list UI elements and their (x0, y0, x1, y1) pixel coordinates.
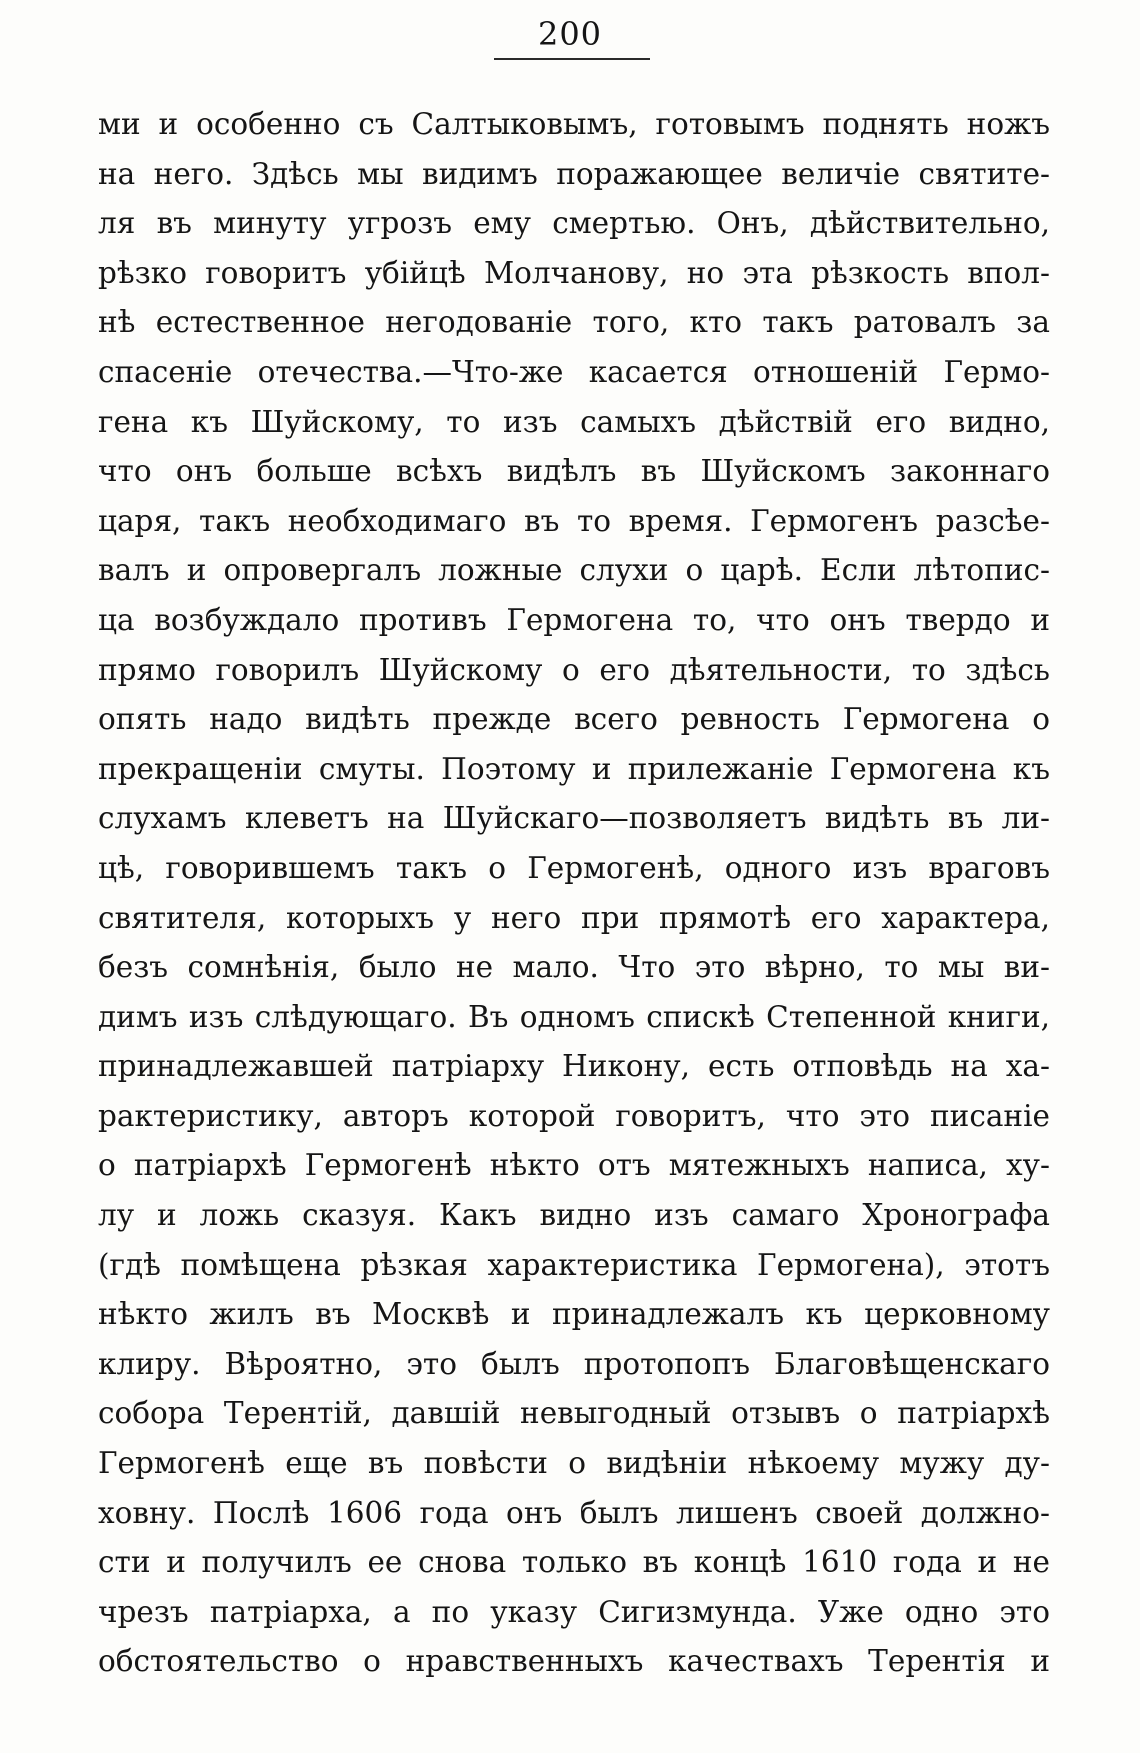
text-line: опять надо видѣть прежде всего ревность Гермогена о (98, 702, 1050, 737)
text-line: что онъ больше всѣхъ видѣлъ въ Шуйскомъ законнаго (98, 454, 1050, 489)
text-line: святителя, которыхъ у него при прямотѣ его характера, (98, 900, 1050, 935)
text-line: клиру. Вѣроятно, это былъ протопопъ Благовѣщенскаго (98, 1346, 1050, 1381)
text-line: ля въ минуту угрозъ ему смертью. Онъ, дѣйствительно, (98, 206, 1050, 241)
text-line: спасеніе отечества.—Что-же касается отношеній Гермо- (98, 354, 1050, 389)
page-number: 200 (537, 15, 603, 53)
text-line: валъ и опровергалъ ложные слухи о царѣ. Если лѣтопис- (98, 553, 1050, 588)
text-line: собора Терентій, давшій невыгодный отзывъ о патріархѣ (98, 1396, 1050, 1431)
text-line: рѣзко говоритъ убійцѣ Молчанову, но эта рѣзкость впол- (98, 255, 1050, 290)
text-line: рактеристику, авторъ которой говоритъ, что это писаніе (98, 1098, 1050, 1133)
text-line: на него. Здѣсь мы видимъ поражающее величіе святите- (98, 156, 1050, 191)
text-line: чрезъ патріарха, а по указу Сигизмунда. Уже одно это (98, 1594, 1050, 1629)
text-line: ми и особенно съ Салтыковымъ, готовымъ поднять ножъ (98, 107, 1050, 141)
text-line: слухамъ клеветъ на Шуйскаго—позволяетъ видѣть въ ли- (98, 801, 1050, 836)
text-line: димъ изъ слѣдующаго. Въ одномъ спискѣ Степенной книги, (98, 999, 1050, 1034)
text-line: Гермогенѣ еще въ повѣсти о видѣніи нѣкоему мужу ду- (98, 1446, 1050, 1481)
text-line: безъ сомнѣнія, было не мало. Что это вѣрно, то мы ви- (98, 950, 1050, 985)
text-line: принадлежавшей патріарху Никону, есть отповѣдь на ха- (98, 1049, 1050, 1084)
text-line: (гдѣ помѣщена рѣзкая характеристика Гермогена), этотъ (98, 1247, 1050, 1282)
text-line: царя, такъ необходимаго въ то время. Гермогенъ разсѣе- (98, 503, 1050, 538)
text-line: ховну. Послѣ 1606 года онъ былъ лишенъ своей должно- (98, 1495, 1050, 1530)
text-line: цѣ, говорившемъ такъ о Гермогенѣ, одного изъ враговъ (98, 850, 1050, 885)
body-text (98, 100, 1050, 1687)
text-line: обстоятельство о нравственныхъ качествахъ Терентія и (98, 1644, 1050, 1679)
text-line: лу и ложь сказуя. Какъ видно изъ самаго Хронографа (98, 1198, 1050, 1233)
text-line: прямо говорилъ Шуйскому о его дѣятельности, то здѣсь (98, 652, 1050, 687)
header-rule (494, 58, 650, 60)
text-line: гена къ Шуйскому, то изъ самыхъ дѣйствій его видно, (98, 404, 1050, 439)
text-line: о патріархѣ Гермогенѣ нѣкто отъ мятежныхъ написа, ху- (98, 1148, 1050, 1183)
text-line: нѣ естественное негодованіе того, кто такъ ратовалъ за (98, 305, 1050, 340)
text-line: сти и получилъ ее снова только въ концѣ 1610 года и не (98, 1545, 1050, 1580)
text-line: ца возбуждало противъ Гермогена то, что онъ твердо и (98, 602, 1050, 637)
text-line: прекращеніи смуты. Поэтому и прилежаніе Гермогена къ (98, 751, 1050, 786)
text-line: нѣкто жилъ въ Москвѣ и принадлежалъ къ церковному (98, 1297, 1050, 1332)
